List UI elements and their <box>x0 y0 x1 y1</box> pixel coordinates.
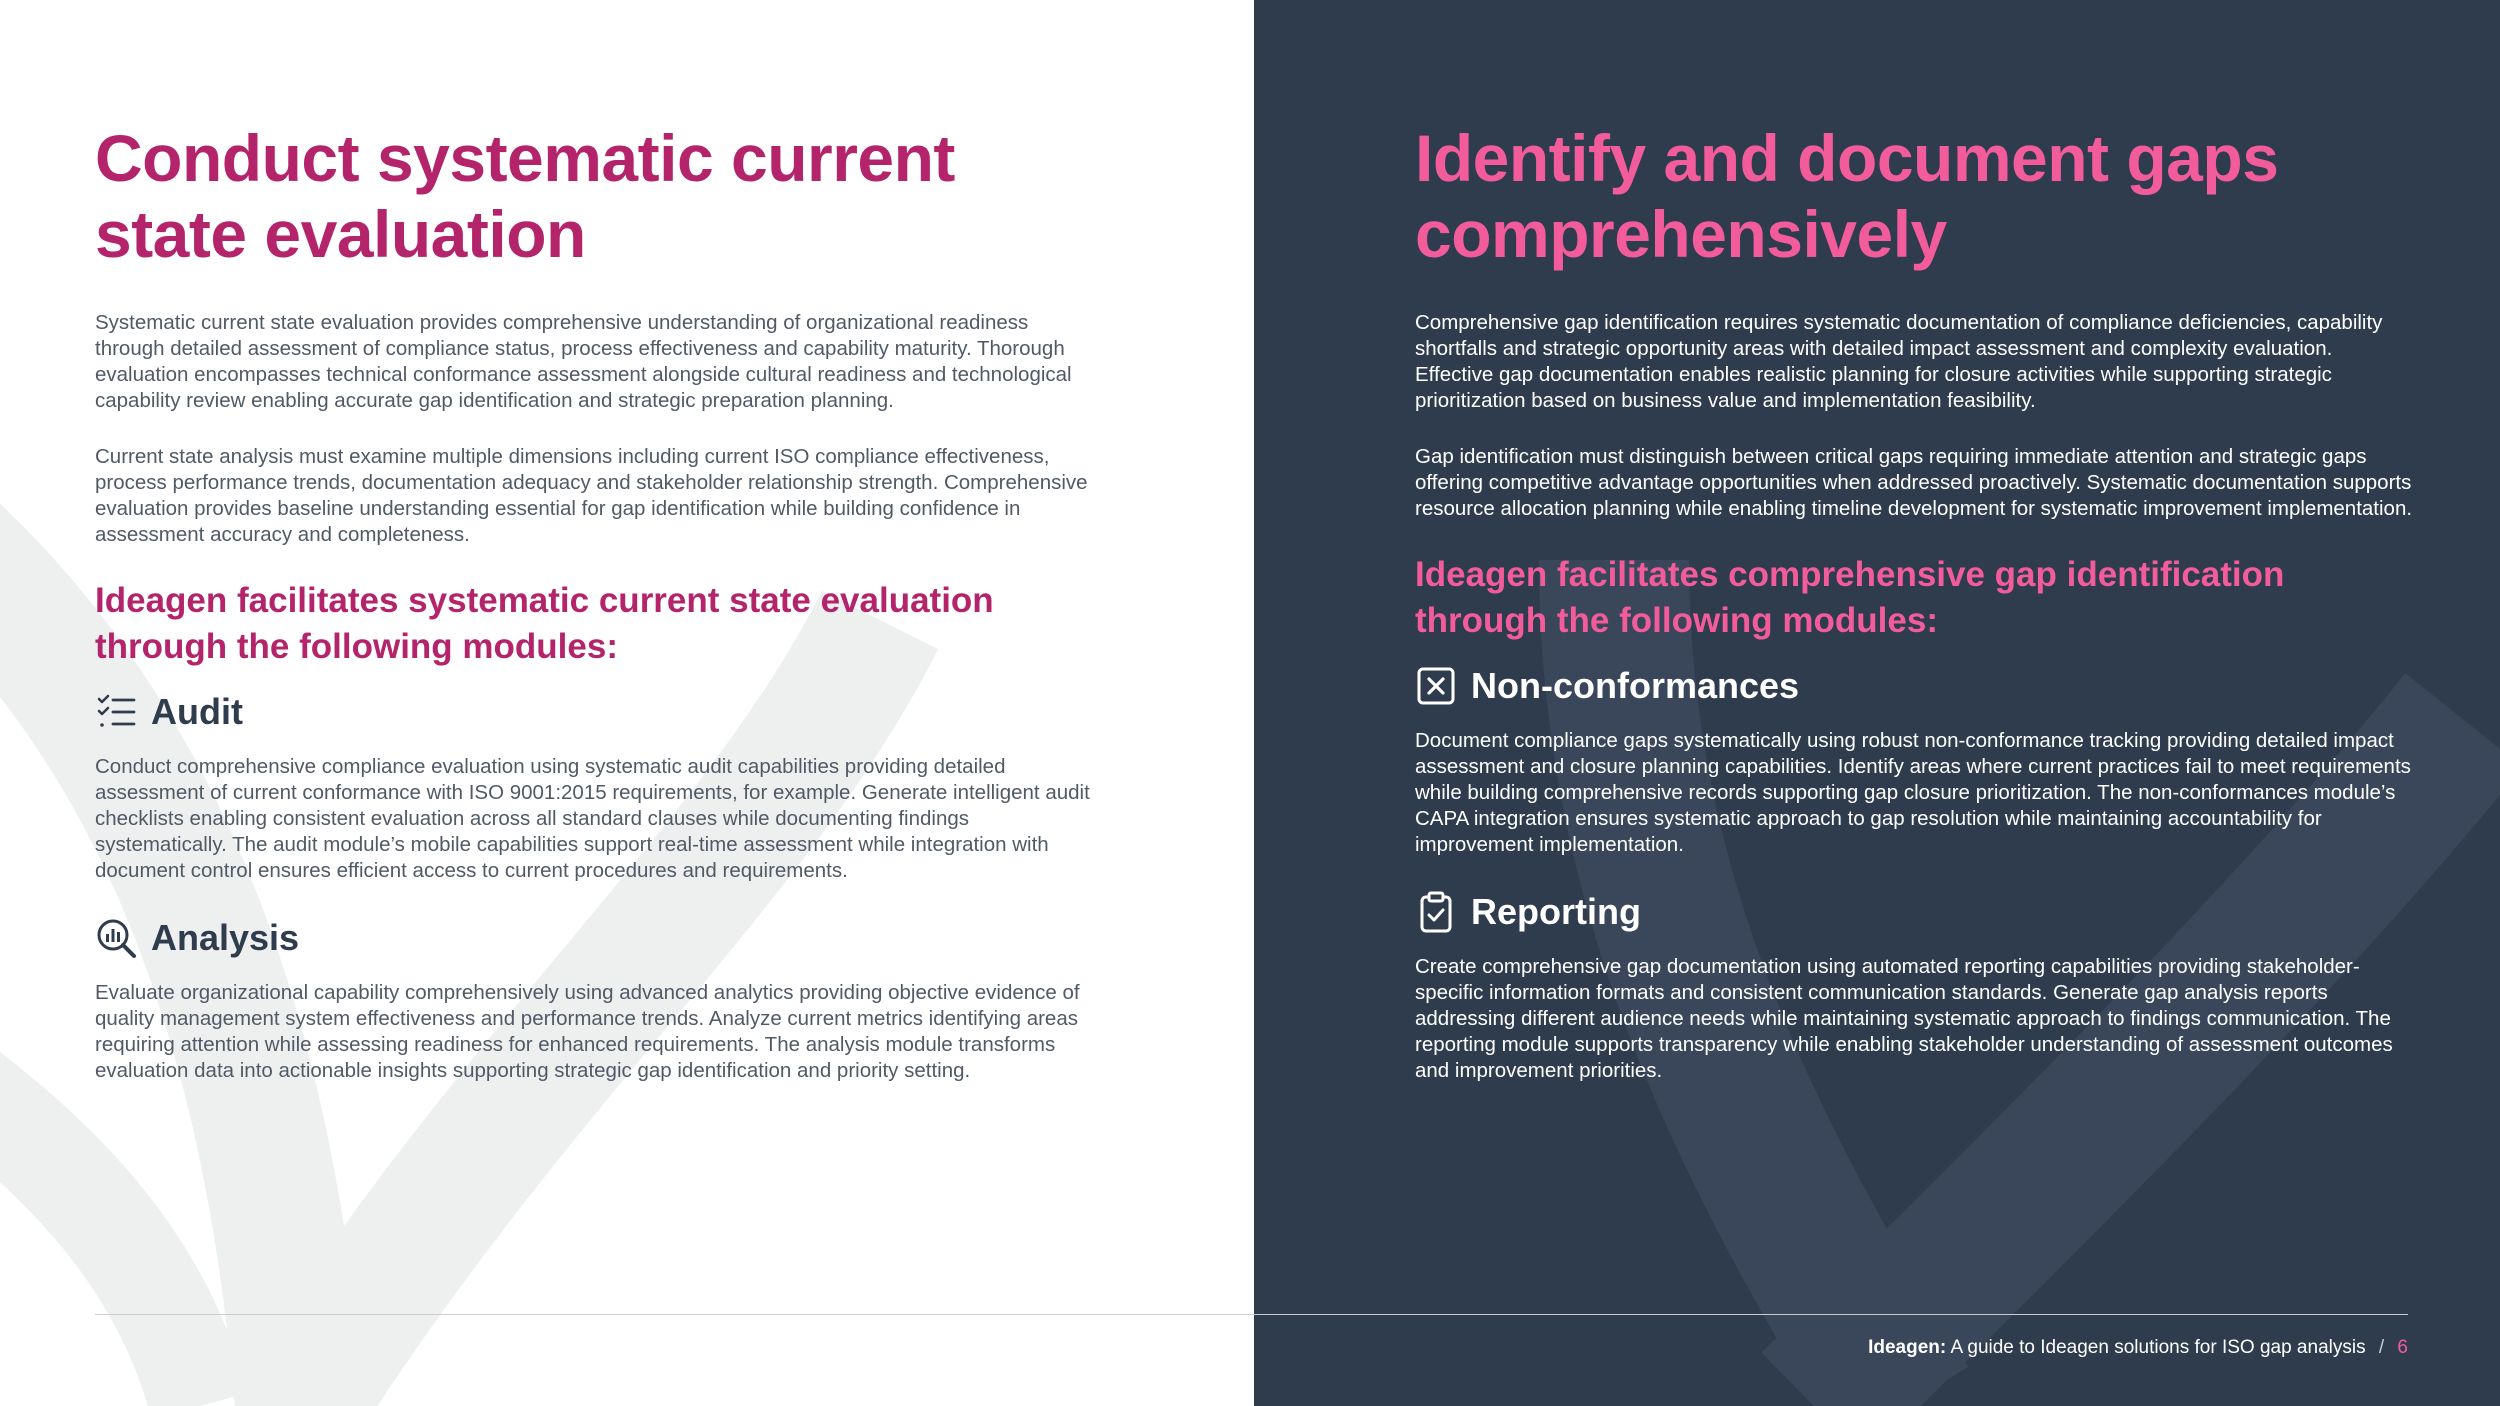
audit-module-title: Audit <box>151 691 243 732</box>
non-conformances-module-text: Document compliance gaps systematically using robust non-conformance tracking providing detailed impact assessment and closure planning capabilities. Identify areas where current practices fail to meet requirements while building comprehensive records supporting gap closure prioritization. The non-conformances module’s CAPA integration ensures systematic approach to gap resolution while maintaining accountability for improvement implementation. <box>1415 729 2411 856</box>
footer-divider <box>95 1314 2408 1315</box>
non-conformances-module-heading <box>1415 664 2415 708</box>
footer-guide-title: A guide to Ideagen solutions for ISO gap analysis <box>1950 1337 2366 1358</box>
reporting-module-heading <box>1415 890 2415 934</box>
right-title: Identify and document gaps comprehensively <box>1415 121 2279 271</box>
footer <box>1868 1337 2408 1359</box>
left-subheading: Ideagen facilitates systematic current state evaluation through the following modules: <box>95 581 994 666</box>
reporting-module-text: Create comprehensive gap documentation using automated reporting capabilities providing stakeholder-specific information formats and consistent communication standards. Generate gap analysis reports addressing different audience needs while maintaining systematic approach to findings communication. The reporting module supports transparency while enabling stakeholder understanding of assessment outcomes and improvement priorities. <box>1415 955 2393 1082</box>
left-title: Conduct systematic current state evaluation <box>95 121 955 271</box>
magnifier-chart-icon <box>95 917 137 959</box>
analysis-module-heading <box>95 916 1090 960</box>
audit-module-text: Conduct comprehensive compliance evaluation using systematic audit capabilities providing detailed assessment of current conformance with ISO 9001:2015 requirements, for example. Generate intelligent audit checklists enabling consistent evaluation across all standard clauses while documenting findings systematically. The audit module’s mobile capabilities support real-time assessment while integration with document control ensures efficient access to current procedures and requirements. <box>95 755 1090 882</box>
left-column <box>95 120 1090 1084</box>
footer-separator: / <box>2378 1337 2385 1358</box>
reporting-module-title: Reporting <box>1471 891 1641 932</box>
right-column <box>1415 120 2415 1084</box>
non-conformances-module-title: Non-conformances <box>1471 665 1800 706</box>
analysis-module-text: Evaluate organizational capability comprehensively using advanced analytics providing objective evidence of quality management system effectiveness and performance trends. Analyze current metrics identifying areas requiring attention while assessing readiness for enhanced requirements. The analysis module transforms evaluation data into actionable insights supporting strategic gap identification and priority setting. <box>95 981 1080 1082</box>
clipboard-check-icon <box>1415 891 1457 933</box>
x-box-icon <box>1415 665 1457 707</box>
audit-module-heading <box>95 690 1090 734</box>
left-intro-paragraph-2: Current state analysis must examine multiple dimensions including current ISO compliance effectiveness, process performance trends, documentation adequacy and stakeholder relationship strength. Comprehensive evaluation provides baseline understanding essential for gap identification while building confidence in assessment accuracy and completeness. <box>95 445 1088 546</box>
page-number: 6 <box>2397 1337 2408 1358</box>
checklist-icon <box>95 691 137 733</box>
right-subheading: Ideagen facilitates comprehensive gap identification through the following modules: <box>1415 555 2285 640</box>
right-intro-paragraph-1: Comprehensive gap identification requires systematic documentation of compliance deficiencies, capability shortfalls and strategic opportunity areas with detailed impact assessment and complexity evaluation. Effective gap documentation enables realistic planning for closure activities while supporting strategic prioritization based on business value and implementation feasibility. <box>1415 311 2383 412</box>
footer-brand: Ideagen: <box>1868 1337 1947 1358</box>
analysis-module-title: Analysis <box>151 917 300 958</box>
left-intro-paragraph-1: Systematic current state evaluation provides comprehensive understanding of organizational readiness through detailed assessment of compliance status, process effectiveness and capability maturity. Thorough evaluation encompasses technical conformance assessment alongside cultural readiness and technological capability review enabling accurate gap identification and strategic preparation planning. <box>95 311 1072 412</box>
right-intro-paragraph-2: Gap identification must distinguish between critical gaps requiring immediate attention and strategic gaps offering competitive advantage opportunities when addressed proactively. Systematic documentation supports resource allocation planning while enabling timeline development for systematic improvement implementation. <box>1415 445 2413 520</box>
